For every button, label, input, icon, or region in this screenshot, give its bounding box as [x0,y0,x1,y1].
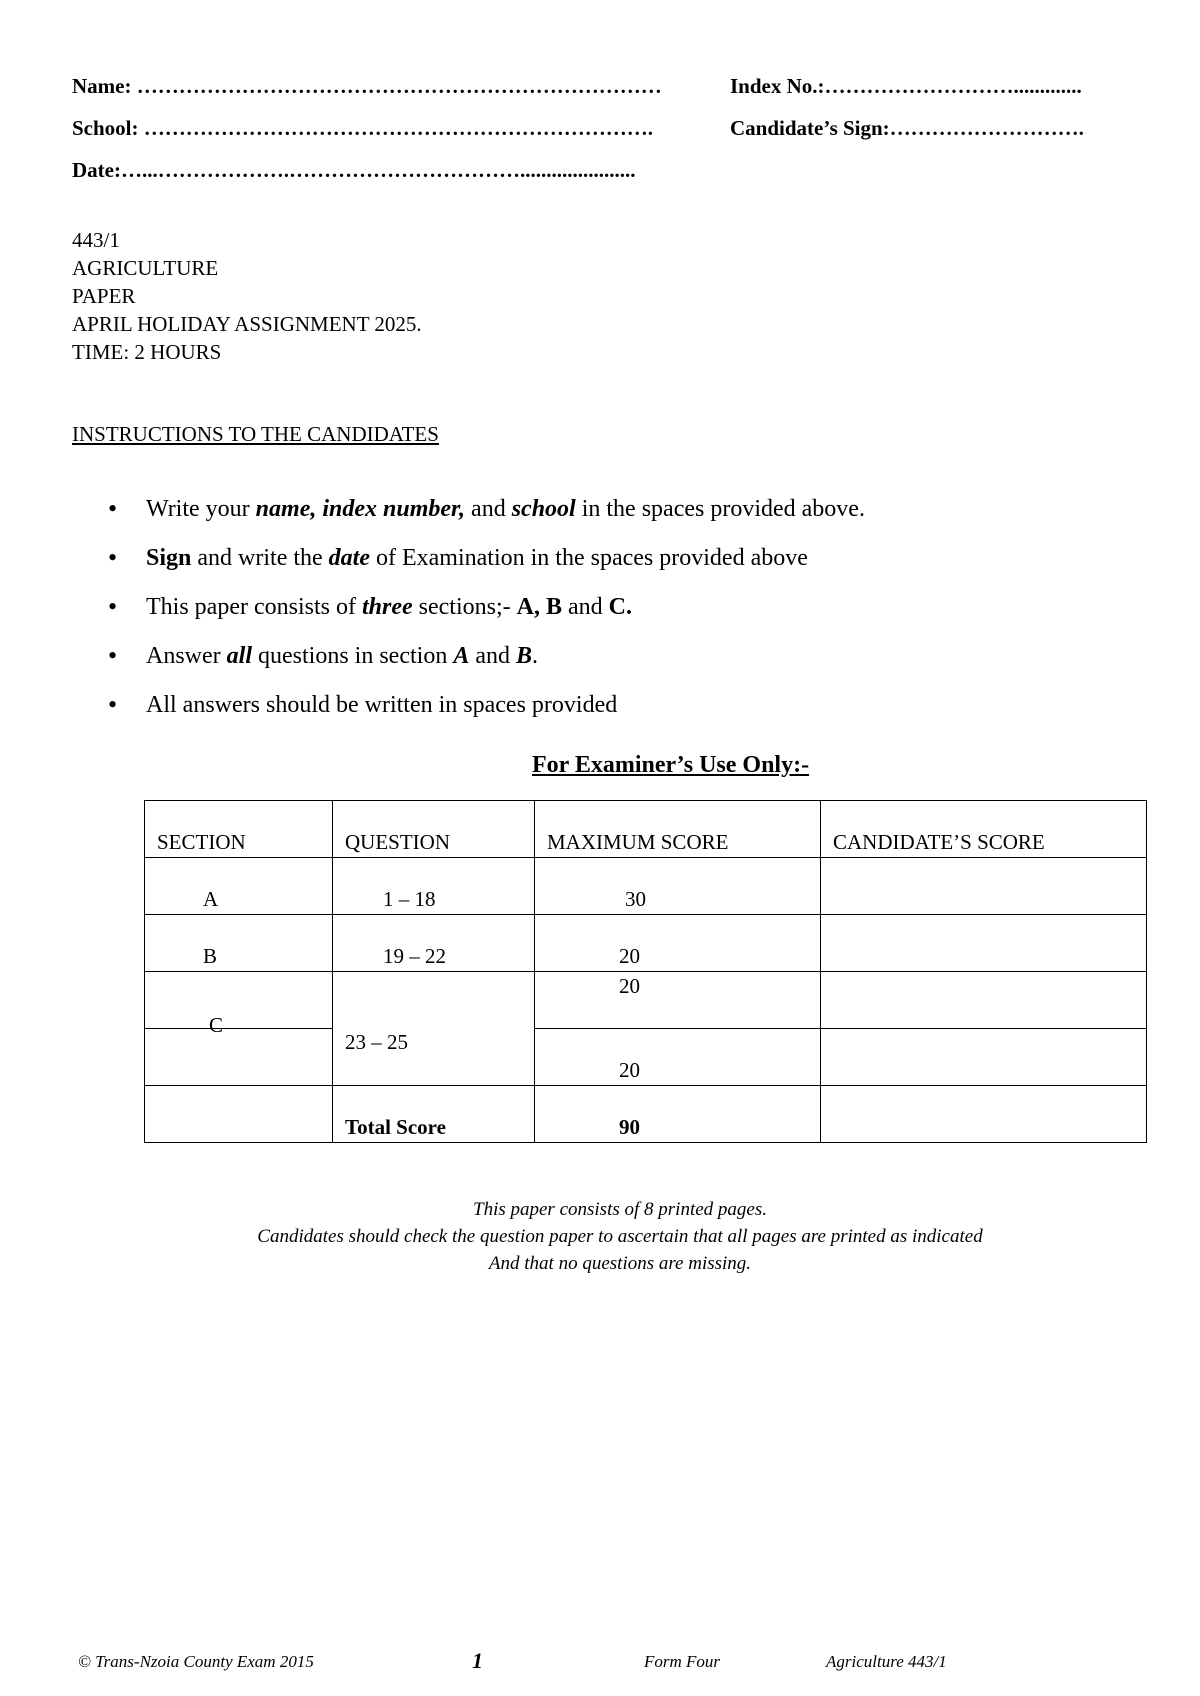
header-max-score: MAXIMUM SCORE [547,830,729,854]
instruction-item: • All answers should be written in spaces provided [108,692,865,741]
candidate-score-c1 [821,972,1146,1028]
section-b: B [203,944,218,968]
score-table [144,800,1147,1143]
instruction-item: • Answer all questions in section A and B. [108,643,865,692]
instruction-item: • Sign and write the date of Examination in the spaces provided above [108,545,865,594]
section-a: A [203,887,219,911]
instruction-item: • Write your name, index number, and school in the spaces provided above. [108,496,865,545]
question-range-c: 23 – 25 [345,1029,408,1054]
note-line: And that no questions are missing. [488,1253,752,1274]
paper-code: 443/1 [72,228,120,252]
section-c: C [209,1013,224,1037]
header-section: SECTION [157,830,246,854]
school-field: School: ………………………………………………………………. [72,116,654,140]
header-question: QUESTION [345,830,450,854]
instructions-list [108,496,865,741]
candidate-score-c2 [821,1029,1146,1085]
index-no-field: Index No.:………………………............. [730,74,1082,98]
paper-label: PAPER [72,284,136,308]
note-line: This paper consists of 8 printed pages. [473,1199,767,1220]
max-score-c1: 20 [619,974,640,998]
table-header-row [145,801,1147,858]
footer-subject: Agriculture 443/1 [826,1652,947,1671]
paper-subject: AGRICULTURE [72,256,219,280]
page-number: 1 [472,1648,483,1673]
question-range-b: 19 – 22 [383,944,446,968]
table-row [145,858,1147,915]
table-row [145,1086,1147,1143]
footer-copyright: © Trans-Nzoia County Exam 2015 [78,1652,314,1671]
candidate-score-a [821,858,1146,914]
note-line: Candidates should check the question paper to ascertain that all pages are printed as indicated [257,1226,983,1247]
header-candidate-score: CANDIDATE’S SCORE [833,830,1045,854]
date-field: Date:…...……………….……………………………...................... [72,158,636,182]
paper-time: TIME: 2 HOURS [72,340,222,364]
examiner-title: For Examiner’s Use Only:- [532,752,810,778]
max-score-c2: 20 [619,1058,640,1082]
candidate-total-score [821,1086,1146,1142]
paper-header [72,226,422,366]
instructions-title: INSTRUCTIONS TO THE CANDIDATES [72,422,439,446]
paper-note [0,1196,1200,1277]
footer-form: Form Four [644,1652,721,1671]
candidate-sign-field: Candidate’s Sign:………………………. [730,116,1084,140]
table-row [145,915,1147,972]
instruction-item: • This paper consists of three sections;- A, B and C. [108,594,865,643]
max-score-a: 30 [625,887,646,911]
candidate-score-b [821,915,1146,971]
question-range-a: 1 – 18 [383,887,436,911]
table-row [145,1029,1147,1086]
total-score-value: 90 [619,1115,640,1139]
name-field: Name: ………………………………………………………………… [72,74,662,98]
max-score-b: 20 [619,944,640,968]
table-row [145,972,1147,1029]
total-score-label: Total Score [345,1115,446,1139]
paper-assignment: APRIL HOLIDAY ASSIGNMENT 2025. [72,312,422,336]
